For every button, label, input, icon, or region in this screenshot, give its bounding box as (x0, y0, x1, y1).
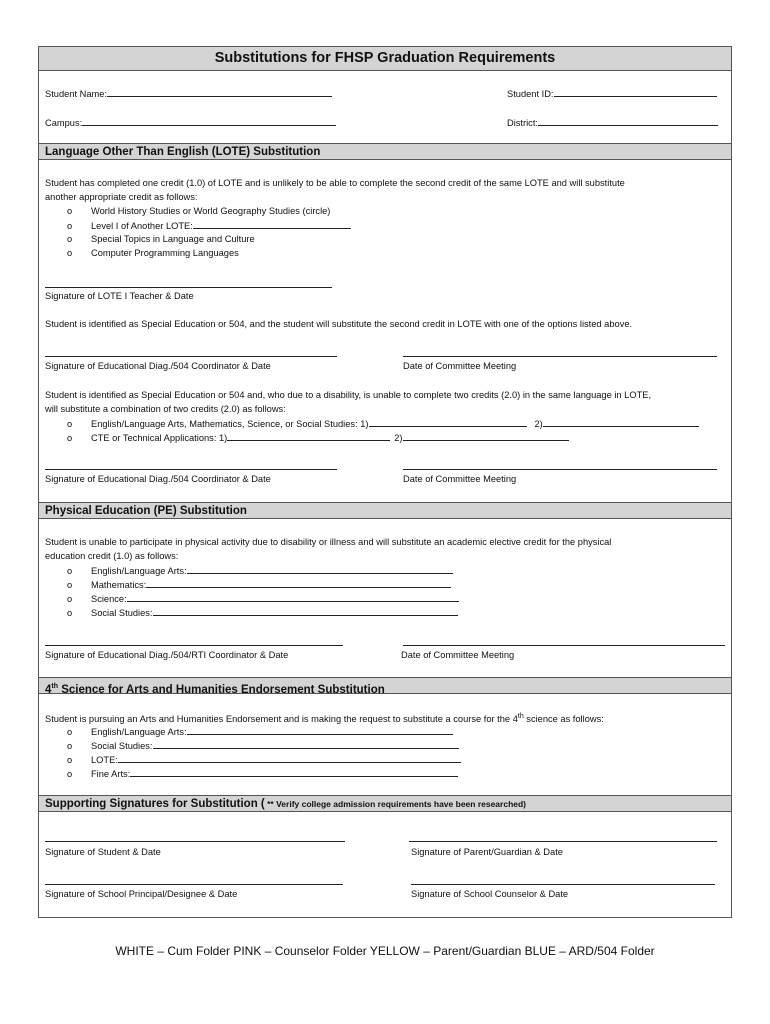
campus-field[interactable] (45, 116, 336, 129)
pe-option-4[interactable]: o Social Studies: (67, 606, 458, 619)
bullet: o (67, 727, 73, 737)
form-title: Substitutions for FHSP Graduation Requirements (39, 47, 731, 71)
bullet: o (67, 221, 73, 231)
counselor-signature-line[interactable] (411, 884, 715, 885)
science-option-4[interactable]: o Fine Arts: (67, 767, 458, 780)
disability-line1: Student is identified as Special Education or 504 and, who due to a disability, is unable to complete two credits (2.0) in the same language in LOTE, (45, 390, 652, 400)
lote-option-2[interactable]: o Level I of Another LOTE: (67, 219, 351, 232)
science-section-heading: 4th Science for Arts and Humanities Endorsement Substitution (39, 677, 731, 694)
lote-teacher-signature-line[interactable] (45, 287, 332, 288)
lote-intro-line1: Student has completed one credit (1.0) of LOTE and is unlikely to be able to complete the second credit of the same LOTE and will substitute (45, 178, 625, 188)
bullet: o (67, 594, 73, 604)
science-option-2[interactable]: o Social Studies: (67, 739, 459, 752)
diag-signature-line[interactable] (45, 356, 337, 357)
science-option-3[interactable]: o LOTE: (67, 753, 461, 766)
pe-signature-label: Signature of Educational Diag./504/RTI Coordinator & Date (45, 650, 289, 660)
bullet: o (67, 608, 73, 618)
pe-line2: education credit (1.0) as follows: (45, 551, 179, 561)
pe-social-blank[interactable] (153, 606, 458, 616)
combo1-blank-2[interactable] (543, 417, 699, 427)
student-name-field[interactable] (45, 87, 332, 100)
pe-option-3[interactable]: o Science: (67, 592, 459, 605)
science-option-1[interactable]: o English/Language Arts: (67, 725, 453, 738)
science-finearts-blank[interactable] (130, 767, 458, 777)
lote-option-3: o Special Topics in Language and Culture (67, 234, 255, 244)
student-id-blank[interactable] (554, 87, 717, 97)
lote-intro-line2: another appropriate credit as follows: (45, 192, 198, 202)
committee-date-line[interactable] (403, 356, 717, 357)
diag-signature-label-2: Signature of Educational Diag./504 Coordinator & Date (45, 474, 271, 484)
district-label: District: (507, 118, 538, 128)
substitution-form (38, 46, 732, 918)
bullet: o (67, 741, 73, 751)
committee-date-label: Date of Committee Meeting (403, 361, 517, 371)
district-field[interactable] (507, 116, 718, 129)
pe-committee-date-line[interactable] (403, 645, 725, 646)
district-blank[interactable] (538, 116, 718, 126)
pe-line1: Student is unable to participate in physical activity due to disability or illness and will substitute an academic elective credit for the physical (45, 537, 612, 547)
supporting-section-heading: Supporting Signatures for Substitution ( ** Verify college admission requirements have been researched) (39, 795, 731, 812)
bullet: o (67, 206, 73, 216)
bullet: o (67, 769, 73, 779)
student-signature-label: Signature of Student & Date (45, 847, 161, 857)
bullet: o (67, 419, 73, 429)
diag-signature-label: Signature of Educational Diag./504 Coordinator & Date (45, 361, 271, 371)
bullet: o (67, 580, 73, 590)
folder-color-footer: WHITE – Cum Folder PINK – Counselor Folder YELLOW – Parent/Guardian BLUE – ARD/504 Folder (115, 944, 655, 958)
pe-option-1[interactable]: o English/Language Arts: (67, 564, 453, 577)
bullet: o (67, 566, 73, 576)
lote-option-4: o Computer Programming Languages (67, 248, 239, 258)
parent-signature-label: Signature of Parent/Guardian & Date (411, 847, 563, 857)
principal-signature-label: Signature of School Principal/Designee & Date (45, 889, 238, 899)
student-name-blank[interactable] (107, 87, 332, 97)
pe-option-2[interactable]: o Mathematics: (67, 578, 451, 591)
science-ela-blank[interactable] (187, 725, 453, 735)
parent-signature-line[interactable] (409, 841, 717, 842)
counselor-signature-label: Signature of School Counselor & Date (411, 889, 569, 899)
combo1-blank-1[interactable] (369, 417, 527, 427)
science-social-blank[interactable] (153, 739, 459, 749)
lote-teacher-signature-label: Signature of LOTE I Teacher & Date (45, 291, 194, 301)
pe-ela-blank[interactable] (187, 564, 453, 574)
science-lote-blank[interactable] (118, 753, 461, 763)
pe-committee-date-label: Date of Committee Meeting (401, 650, 515, 660)
bullet: o (67, 248, 73, 258)
combo2-blank-2[interactable] (403, 431, 569, 441)
pe-science-blank[interactable] (127, 592, 459, 602)
lote-section-heading: Language Other Than English (LOTE) Substitution (39, 143, 731, 160)
combo-option-2[interactable]: o CTE or Technical Applications: 1) 2) (67, 431, 569, 444)
student-signature-line[interactable] (45, 841, 345, 842)
pe-section-heading: Physical Education (PE) Substitution (39, 502, 731, 519)
campus-label: Campus: (45, 118, 83, 128)
disability-line2: will substitute a combination of two credits (2.0) as follows: (45, 404, 286, 414)
principal-signature-line[interactable] (45, 884, 343, 885)
science-line: Student is pursuing an Arts and Humanities Endorsement and is making the request to substitute a course for the 4th science as follows: (45, 713, 604, 725)
combo2-blank-1[interactable] (227, 431, 390, 441)
pe-signature-line[interactable] (45, 645, 343, 646)
another-lote-blank[interactable] (193, 219, 351, 229)
committee-date-label-2: Date of Committee Meeting (403, 474, 517, 484)
committee-date-line-2[interactable] (403, 469, 717, 470)
lote-option-1: o World History Studies or World Geography Studies (circle) (67, 206, 331, 216)
sped-lote-line: Student is identified as Special Education or 504, and the student will substitute the second credit in LOTE with one of the options listed above. (45, 319, 633, 329)
student-id-label: Student ID: (507, 89, 554, 99)
bullet: o (67, 433, 73, 443)
student-name-label: Student Name: (45, 89, 108, 99)
combo-option-1[interactable]: o English/Language Arts, Mathematics, Science, or Social Studies: 1) 2) (67, 417, 699, 430)
diag-signature-line-2[interactable] (45, 469, 337, 470)
student-id-field[interactable] (507, 87, 717, 100)
bullet: o (67, 755, 73, 765)
bullet: o (67, 234, 73, 244)
pe-math-blank[interactable] (146, 578, 451, 588)
campus-blank[interactable] (82, 116, 336, 126)
